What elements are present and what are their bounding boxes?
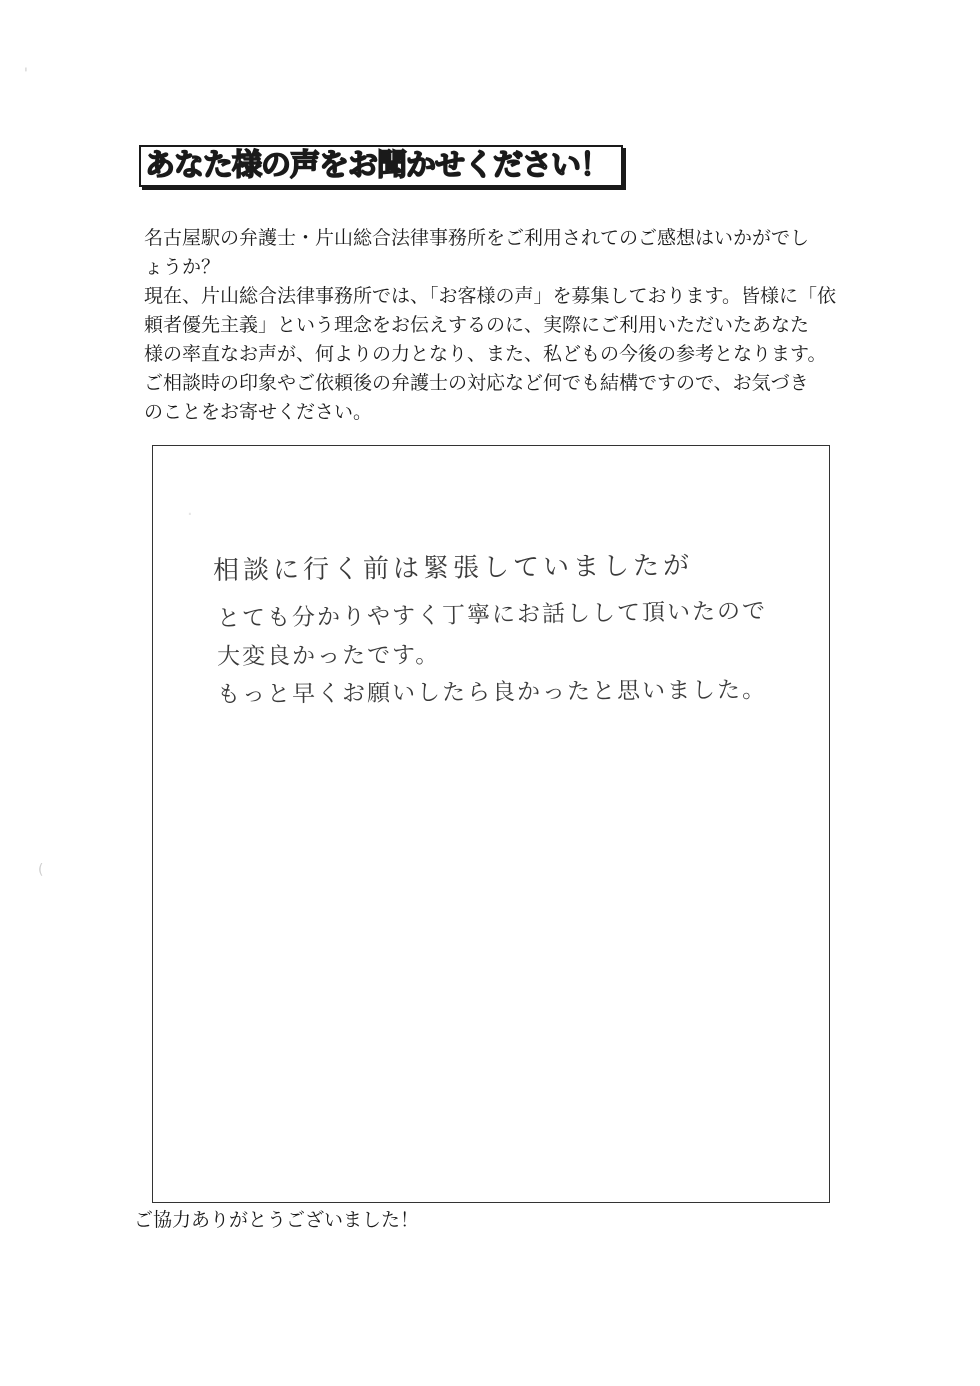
intro-line: ご相談時の印象やご依頼後の弁護士の対応など何でも結構ですので、お気づき — [144, 372, 809, 394]
intro-line: のことをお寄せください。 — [144, 401, 373, 423]
handwritten-line: もっと早くお願いしたら良かったと思いました。 — [216, 677, 768, 708]
handwritten-line: とても分かりやすく丁寧にお話しして頂いたので — [216, 598, 768, 632]
handwritten-line: 大変良かったです。 — [216, 642, 441, 670]
faint-scan-mark: · — [187, 504, 193, 525]
thanks-text: ご協力ありがとうございました！ — [134, 1209, 420, 1231]
page-title: あなた様の声をお聞かせください！ — [145, 148, 609, 183]
intro-line: 名古屋駅の弁護士・片山総合法律事務所をご利用されてのご感想はいかがでし — [144, 227, 810, 249]
intro-line: ょうか？ — [144, 256, 221, 278]
intro-text — [144, 224, 854, 427]
intro-line: 頼者優先主義」という理念をお伝えするのに、実際にご利用いただいたあなた — [144, 314, 810, 336]
intro-line: 様の率直なお声が、何よりの力となり、また、私どもの今後の参考となります。 — [144, 343, 827, 365]
scan-speck: ' — [24, 66, 28, 82]
title-box — [139, 145, 623, 187]
answer-box — [152, 445, 830, 1203]
handwritten-line: 相談に行く前は緊張していましたが — [212, 550, 694, 586]
scan-speck: ( — [38, 862, 44, 878]
intro-line: 現在、片山総合法律事務所では、「お客様の声」を募集しております。皆様に「依 — [144, 285, 836, 307]
